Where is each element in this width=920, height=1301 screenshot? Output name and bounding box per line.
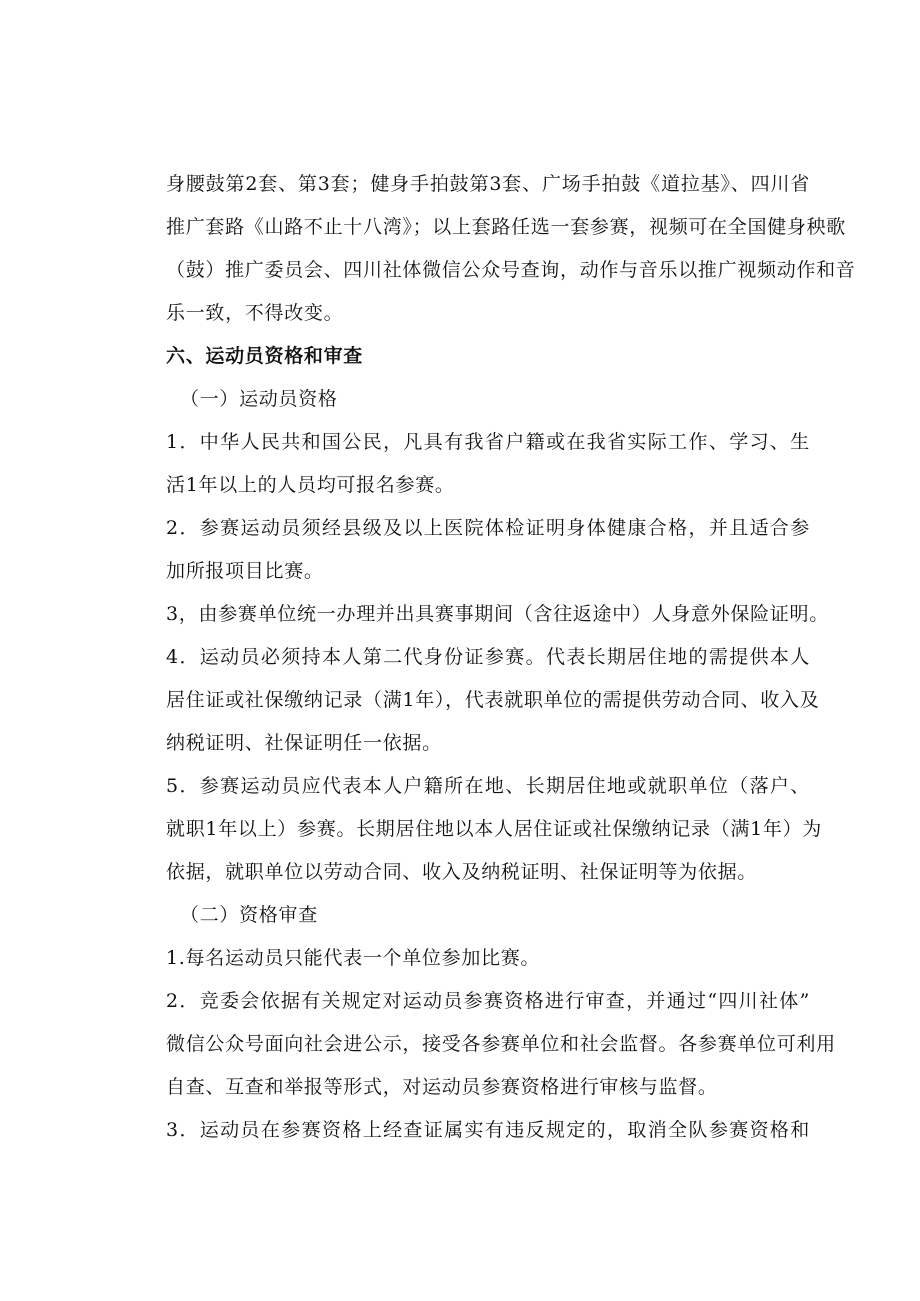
paragraph-line: 身腰鼓第2套、第3套；健身手拍鼓第3套、广场手拍鼓《道拉基》、四川省 [166, 173, 810, 195]
section-heading: 六、运动员资格和审查 [166, 345, 364, 367]
paragraph-line: 1.每名运动员只能代表一个单位参加比赛。 [166, 947, 541, 969]
paragraph-line: 微信公众号面向社会进公示，接受各参赛单位和社会监督。各参赛单位可利用 [166, 1033, 836, 1055]
paragraph-line: 自查、互查和举报等形式，对运动员参赛资格进行审核与监督。 [166, 1076, 718, 1098]
paragraph-line: （鼓）推广委员会、四川社体微信公众号查询，动作与音乐以推广视频动作和音 [166, 259, 856, 281]
subsection-heading: （一）运动员资格 [180, 388, 338, 410]
paragraph-line: 4．运动员必须持本人第二代身份证参赛。代表长期居住地的需提供本人 [166, 646, 810, 668]
paragraph-line: 活1年以上的人员均可报名参赛。 [166, 474, 455, 496]
paragraph-line: 居住证或社保缴纳记录（满1年），代表就职单位的需提供劳动合同、收入及 [166, 689, 820, 711]
paragraph-line: 3．运动员在参赛资格上经查证属实有违反规定的，取消全队参赛资格和 [166, 1119, 810, 1141]
paragraph-line: 加所报项目比赛。 [166, 560, 324, 582]
paragraph-line: 5．参赛运动员应代表本人户籍所在地、长期居住地或就职单位（落户、 [166, 775, 810, 797]
subsection-heading: （二）资格审查 [180, 904, 318, 926]
paragraph-line: 乐一致，不得改变。 [166, 302, 344, 324]
paragraph-line: 1．中华人民共和国公民，凡具有我省户籍或在我省实际工作、学习、生 [166, 431, 810, 453]
paragraph-line: 2．竞委会依据有关规定对运动员参赛资格进行审查，并通过“四川社体” [166, 990, 810, 1012]
paragraph-line: 推广套路《山路不止十八湾》；以上套路任选一套参赛，视频可在全国健身秧歌 [166, 216, 847, 238]
paragraph-line: 纳税证明、社保证明任一依据。 [166, 732, 442, 754]
paragraph-line: 依据，就职单位以劳动合同、收入及纳税证明、社保证明等为依据。 [166, 861, 758, 883]
paragraph-line: 3，由参赛单位统一办理并出具赛事期间（含往返途中）人身意外保险证明。 [166, 603, 829, 625]
paragraph-line: 2．参赛运动员须经县级及以上医院体检证明身体健康合格，并且适合参 [166, 517, 810, 539]
paragraph-line: 就职1年以上）参赛。长期居住地以本人居住证或社保缴纳记录（满1年）为 [166, 818, 822, 840]
